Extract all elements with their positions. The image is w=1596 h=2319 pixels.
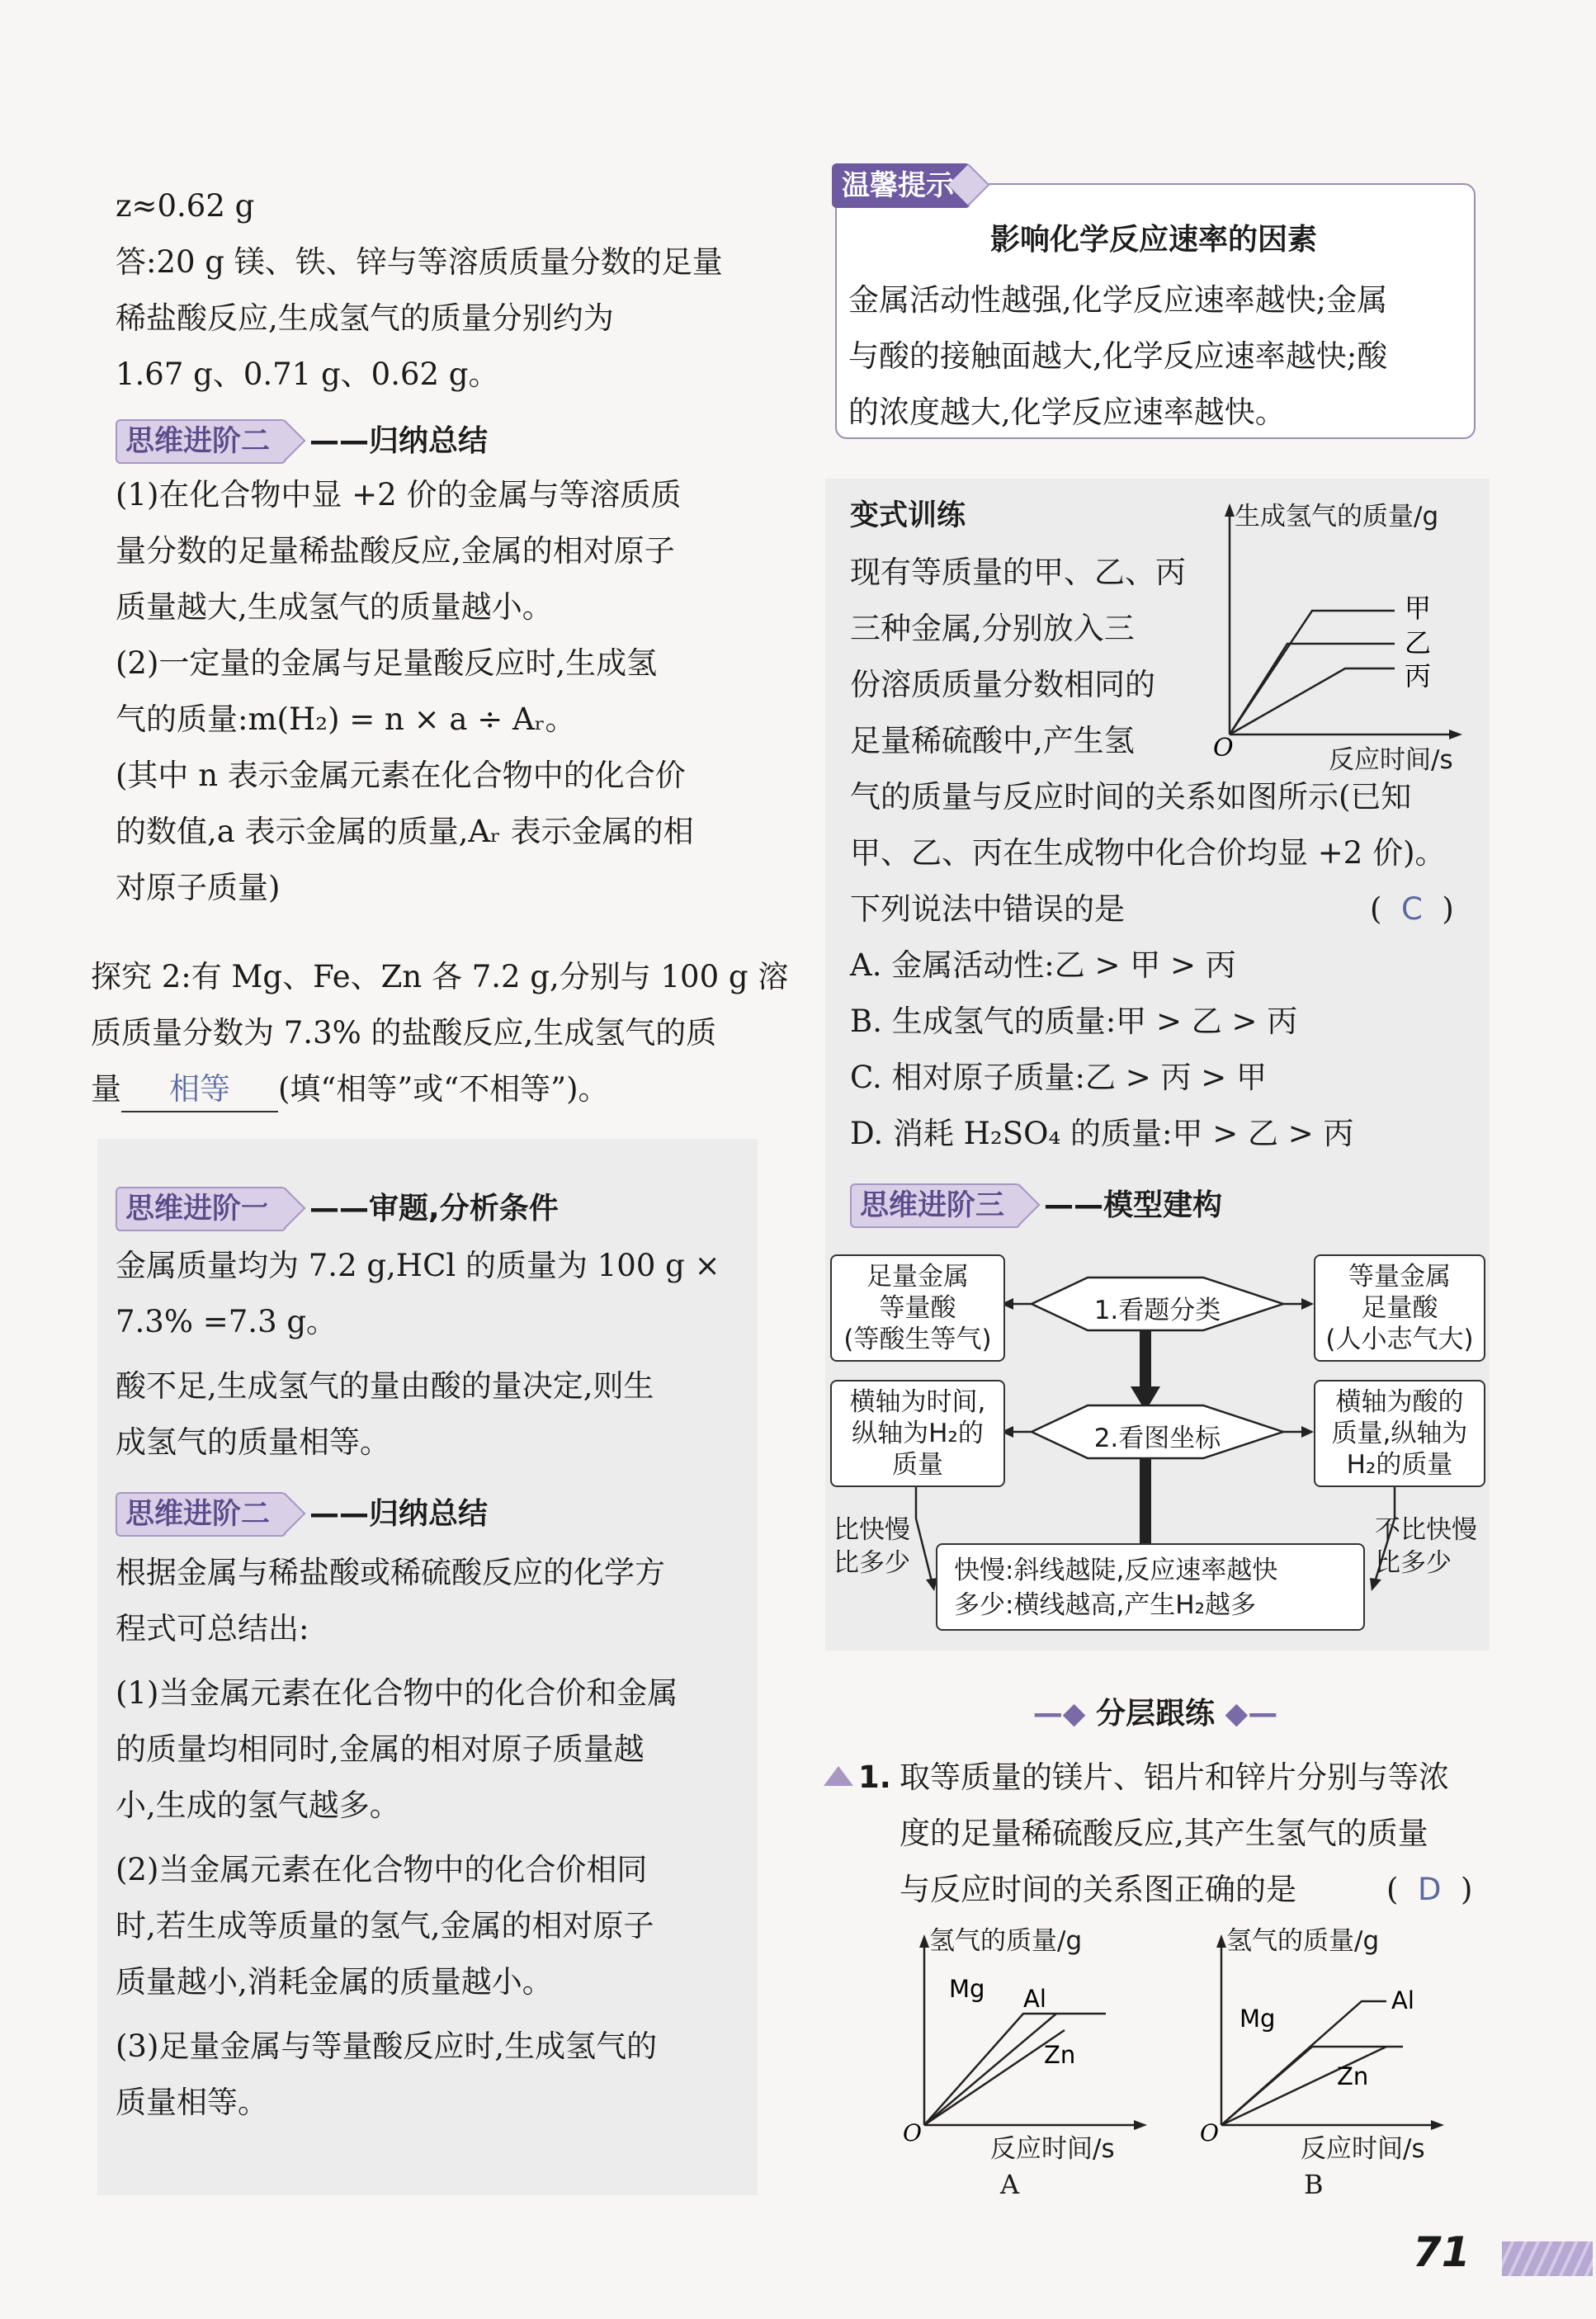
text-line: 根据金属与稀盐酸或稀硫酸反应的化学方 bbox=[116, 1555, 665, 1590]
option-d: D. 消耗 H₂SO₄ 的质量:甲 > 乙 > 丙 bbox=[850, 1116, 1354, 1151]
line-bing bbox=[1230, 668, 1395, 734]
text-line: 小,生成的氢气越多。 bbox=[116, 1788, 400, 1823]
text-line: 成氢气的质量相等。 bbox=[116, 1424, 390, 1460]
label-al: Al bbox=[1023, 1985, 1046, 2013]
answer: D bbox=[1417, 1872, 1442, 1907]
exercise-text: 气的质量与反应时间的关系如图所示(已知 bbox=[850, 779, 1412, 815]
exercise-text: 份溶质质量分数相同的 bbox=[850, 667, 1155, 702]
text: 量 bbox=[91, 1071, 121, 1107]
origin-label: O bbox=[903, 2119, 922, 2147]
option-b: B. 生成氢气的质量:甲 > 乙 > 丙 bbox=[850, 1004, 1298, 1039]
label-mg: Mg bbox=[949, 1975, 985, 2003]
text-line: (1)在化合物中显 +2 价的金属与等溶质质 bbox=[116, 477, 682, 512]
down-arrow-shaft bbox=[1140, 1459, 1151, 1550]
question-number: 1. bbox=[858, 1759, 891, 1795]
connector bbox=[916, 1477, 933, 1585]
summary-speed: 快慢:斜线越陡,反应速率越快 bbox=[954, 1556, 1278, 1585]
text-line: 稀盐酸反应,生成氢气的质量分别约为 bbox=[116, 300, 614, 336]
answer-bracket: ( D ) bbox=[1386, 1872, 1473, 1907]
tip-text: 与酸的接触面越大,化学反应速率越快;酸 bbox=[848, 338, 1388, 374]
text-line: 金属质量均为 7.2 g,HCl 的质量为 100 g × bbox=[116, 1248, 720, 1283]
exercise-title: 变式训练 bbox=[850, 499, 966, 532]
x-arrow bbox=[1431, 2120, 1444, 2130]
text-line: (2)一定量的金属与足量酸反应时,生成氢 bbox=[116, 645, 658, 681]
exercise-graph bbox=[1205, 495, 1485, 776]
text-line: (2)当金属元素在化合物中的化合价相同 bbox=[116, 1852, 648, 1887]
text-line: (1)当金属元素在化合物中的化合价和金属 bbox=[116, 1675, 678, 1711]
text-line: 答:20 g 镁、铁、锌与等溶质质量分数的足量 bbox=[116, 244, 723, 280]
exercise-text: 足量稀硫酸中,产生氢 bbox=[850, 723, 1135, 758]
section-tag: 思维进阶二 bbox=[116, 419, 286, 464]
x-axis-label: 反应时间/s bbox=[990, 2134, 1115, 2164]
page-number: 71 bbox=[1413, 2228, 1471, 2276]
line-al bbox=[924, 2014, 1056, 2125]
section-tag: 思维进阶二 bbox=[116, 1492, 286, 1537]
text-line: 程式可总结出: bbox=[116, 1611, 309, 1646]
section-tag: 思维进阶三 bbox=[850, 1183, 1021, 1228]
exercise-text: 三种金属,分别放入三 bbox=[850, 611, 1135, 646]
section-subtitle: ——归纳总结 bbox=[309, 424, 489, 458]
line-mg bbox=[1221, 2047, 1403, 2125]
section-heading bbox=[850, 1182, 1222, 1228]
exercise-text: 甲、乙、丙在生成物中化合价均显 +2 价)。 bbox=[850, 835, 1446, 871]
text-line: 气的质量:m(H₂) = n × a ÷ Aᵣ。 bbox=[116, 701, 576, 737]
y-arrow bbox=[919, 1934, 929, 1948]
exercise-text: 下列说法中错误的是 bbox=[850, 891, 1125, 927]
down-arrow-shaft bbox=[1140, 1330, 1151, 1388]
step-1-label: 1.看题分类 bbox=[1093, 1296, 1221, 1325]
arrow-head bbox=[1370, 1578, 1381, 1591]
box-time-axis: 横轴为时间, 纵轴为H₂的 质量 bbox=[830, 1380, 1005, 1487]
line-jia bbox=[1230, 611, 1395, 734]
question-text: 取等质量的镁片、铝片和锌片分别与等浓 bbox=[900, 1759, 1449, 1795]
section-subtitle: ——归纳总结 bbox=[309, 1497, 489, 1531]
practice-heading: —◆ 分层跟练 ◆— bbox=[1032, 1697, 1278, 1731]
question-line bbox=[91, 1061, 609, 1117]
label-zn: Zn bbox=[1337, 2062, 1369, 2090]
origin-label: O bbox=[1200, 2119, 1219, 2147]
answer-bracket: ( C ) bbox=[1370, 891, 1454, 927]
text-line: z≈0.62 g bbox=[116, 188, 255, 224]
answer: C bbox=[1400, 891, 1423, 927]
section-subtitle: ——审题,分析条件 bbox=[309, 1192, 559, 1226]
text-line: 酸不足,生成氢气的量由酸的量决定,则生 bbox=[116, 1368, 654, 1404]
text-line: 1.67 g、0.71 g、0.62 g。 bbox=[116, 357, 499, 392]
text-line: (其中 n 表示金属元素在化合物中的化合价 bbox=[116, 758, 686, 793]
text-line: 对原子质量) bbox=[116, 870, 281, 905]
triangle-icon bbox=[824, 1766, 853, 1786]
practice-heading-text: 分层跟练 bbox=[1095, 1697, 1215, 1731]
chart-a bbox=[900, 1923, 1164, 2162]
section-heading bbox=[116, 413, 488, 470]
text-line: 的质量均相同时,金属的相对原子质量越 bbox=[116, 1731, 645, 1767]
label-al: Al bbox=[1391, 1986, 1414, 2014]
option-a: A. 金属活动性:乙 > 甲 > 丙 bbox=[850, 947, 1236, 983]
box-equal-acid: 足量金属 等量酸 (等酸生等气) bbox=[830, 1254, 1005, 1362]
tip-label bbox=[832, 163, 970, 208]
section-tag: 思维进阶一 bbox=[116, 1187, 286, 1231]
question-line: 探究 2:有 Mg、Fe、Zn 各 7.2 g,分别与 100 g 溶 bbox=[91, 959, 789, 994]
chart-caption: A bbox=[1000, 2169, 1020, 2200]
box-acid-axis: 横轴为酸的 质量,纵轴为 H₂的质量 bbox=[1314, 1380, 1485, 1487]
label-compare-amount: 不比快慢 比多少 bbox=[1375, 1515, 1477, 1578]
y-axis-label: 生成氢气的质量/g bbox=[1235, 502, 1439, 531]
box-summary bbox=[936, 1543, 1365, 1631]
box-equal-metal: 等量金属 足量酸 (人小志气大) bbox=[1314, 1254, 1485, 1362]
text-line: 7.3% =7.3 g。 bbox=[116, 1304, 338, 1339]
label-bing: 丙 bbox=[1405, 660, 1432, 692]
chart-b bbox=[1197, 1923, 1461, 2162]
x-arrow bbox=[1134, 2120, 1147, 2130]
exercise-text: 现有等质量的甲、乙、丙 bbox=[850, 555, 1186, 590]
answer-blank: 相等 bbox=[121, 1068, 278, 1112]
text-line: 质量相等。 bbox=[116, 2085, 268, 2120]
label-jia: 甲 bbox=[1405, 593, 1432, 624]
text-line: 量分数的足量稀盐酸反应,金属的相对原子 bbox=[116, 533, 675, 569]
text-line: 质量越小,消耗金属的质量越小。 bbox=[116, 1964, 553, 2000]
section-heading bbox=[116, 1180, 559, 1237]
arrow-head bbox=[1301, 1426, 1314, 1438]
option-c: C. 相对原子质量:乙 > 丙 > 甲 bbox=[850, 1060, 1268, 1095]
tip-title: 影响化学反应速率的因素 bbox=[989, 223, 1317, 257]
chart-caption: B bbox=[1304, 2169, 1324, 2200]
text-line: 时,若生成等质量的氢气,金属的相对原子 bbox=[116, 1908, 654, 1944]
text-line: (3)足量金属与等量酸反应时,生成氢气的 bbox=[116, 2029, 658, 2064]
arrow-head bbox=[1301, 1298, 1314, 1310]
tip-text: 的浓度越大,化学反应速率越快。 bbox=[848, 394, 1286, 430]
label-zn: Zn bbox=[1044, 2041, 1076, 2069]
summary-amount: 多少:横线越高,产生H₂越多 bbox=[954, 1590, 1257, 1620]
label-mg: Mg bbox=[1239, 2005, 1276, 2033]
y-axis-label: 氢气的质量/g bbox=[929, 1926, 1083, 1956]
section-heading bbox=[116, 1485, 488, 1542]
origin-label: O bbox=[1213, 734, 1234, 763]
page-number-stripe bbox=[1502, 2241, 1593, 2276]
tip-text: 金属活动性越强,化学反应速率越快;金属 bbox=[848, 282, 1388, 318]
y-arrow bbox=[1225, 503, 1235, 517]
y-axis-label: 氢气的质量/g bbox=[1226, 1926, 1380, 1956]
tip-tag: 温馨提示 bbox=[832, 163, 970, 208]
question-text: 度的足量稀硫酸反应,其产生氢气的质量 bbox=[900, 1816, 1428, 1851]
question-line: 质质量分数为 7.3% 的盐酸反应,生成氢气的质 bbox=[91, 1015, 717, 1051]
text-line: 的数值,a 表示金属的质量,Aᵣ 表示金属的相 bbox=[116, 814, 694, 849]
y-arrow bbox=[1216, 1934, 1226, 1948]
text-line: 质量越大,生成氢气的质量越小。 bbox=[116, 589, 553, 625]
x-axis-label: 反应时间/s bbox=[1301, 2134, 1425, 2164]
line-mg bbox=[924, 2014, 1106, 2125]
section-subtitle: ——模型建构 bbox=[1044, 1188, 1223, 1222]
question-text: 与反应时间的关系图正确的是 bbox=[900, 1872, 1296, 1907]
label-compare-both: 比快慢 比多少 bbox=[833, 1515, 910, 1578]
label-yi: 乙 bbox=[1405, 627, 1432, 659]
text: (填“相等”或“不相等”)。 bbox=[278, 1071, 609, 1107]
step-2-label: 2.看图坐标 bbox=[1093, 1424, 1221, 1453]
x-axis-label: 反应时间/s bbox=[1329, 745, 1453, 775]
